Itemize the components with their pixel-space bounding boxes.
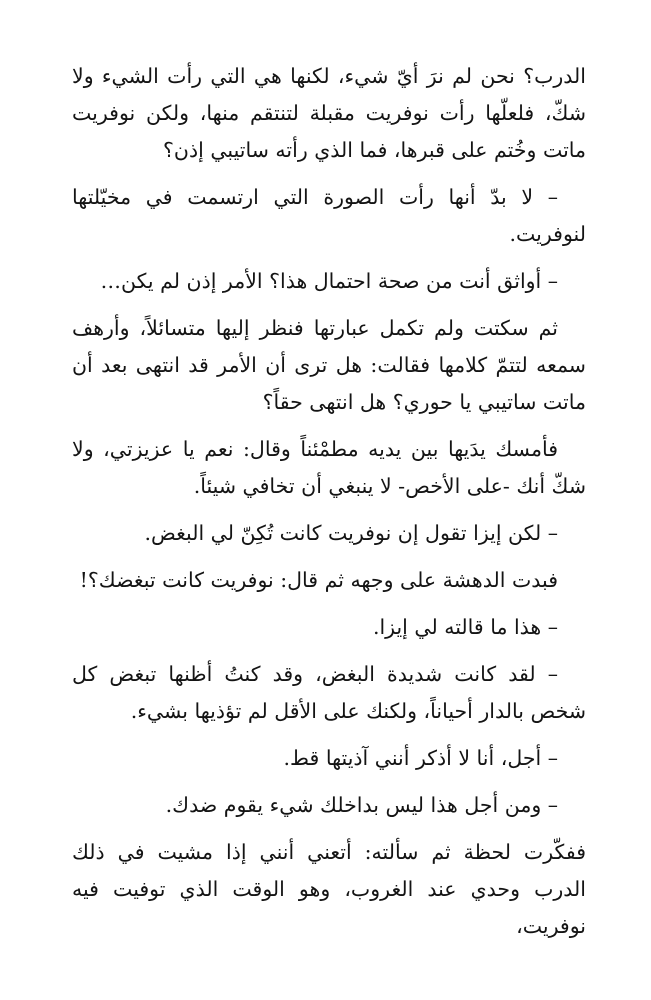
- dialogue-line: – ومن أجل هذا ليس بداخلك شيء يقوم ضدك.: [165, 793, 558, 817]
- book-page-text: [72, 58, 586, 955]
- dialogue-line: – لقد كانت شديدة البغض، وقد كنتُ أظنها تبغض كل شخص بالدار أحياناً، ولكنك على الأقل لم تؤذيها بشيء.: [72, 662, 586, 723]
- narrative-paragraph: فأمسك يدَيها بين يديه مطمْئناً وقال: نعم يا عزيزتي، ولا شكّ أنك -على الأخص- لا ينبغي أن تخافي شيئاً.: [72, 437, 586, 498]
- dialogue-line: – لكن إيزا تقول إن نوفريت كانت تُكِنّ لي البغض.: [144, 521, 558, 545]
- dialogue-line: – أواثق أنت من صحة احتمال هذا؟ الأمر إذن لم يكن…: [100, 269, 558, 293]
- dialogue-line: – هذا ما قالته لي إيزا.: [372, 615, 558, 639]
- narrative-paragraph: ففكّرت لحظة ثم سألته: أتعني أنني إذا مشيت في ذلك الدرب وحدي عند الغروب، وهو الوقت الذي توفيت فيه نوفريت،: [72, 840, 586, 938]
- narrative-paragraph: ثم سكتت ولم تكمل عبارتها فنظر إليها متسائلاً، وأرهف سمعه لتتمّ كلامها فقالت: هل ترى أن الأمر قد انتهى بعد أن ماتت ساتيبي يا حوري؟ هل انتهى حقاً؟: [72, 316, 586, 414]
- dialogue-line: – أجل، أنا لا أذكر أنني آذيتها قط.: [283, 746, 558, 770]
- dialogue-line: – لا بدّ أنها رأت الصورة التي ارتسمت في مخيّلتها لنوفريت.: [72, 185, 586, 246]
- narrative-paragraph: فبدت الدهشة على وجهه ثم قال: نوفريت كانت تبغضك؟!: [79, 568, 558, 592]
- paragraph-continuation: الدرب؟ نحن لم نرَ أيّ شيء، لكنها هي التي رأت الشيء ولا شكّ، فلعلّها رأت نوفريت مقبلة لتنتقم منها، ولكن نوفريت ماتت وخُتم على قبرها، فما الذي رأته ساتيبي إذن؟: [72, 64, 586, 162]
